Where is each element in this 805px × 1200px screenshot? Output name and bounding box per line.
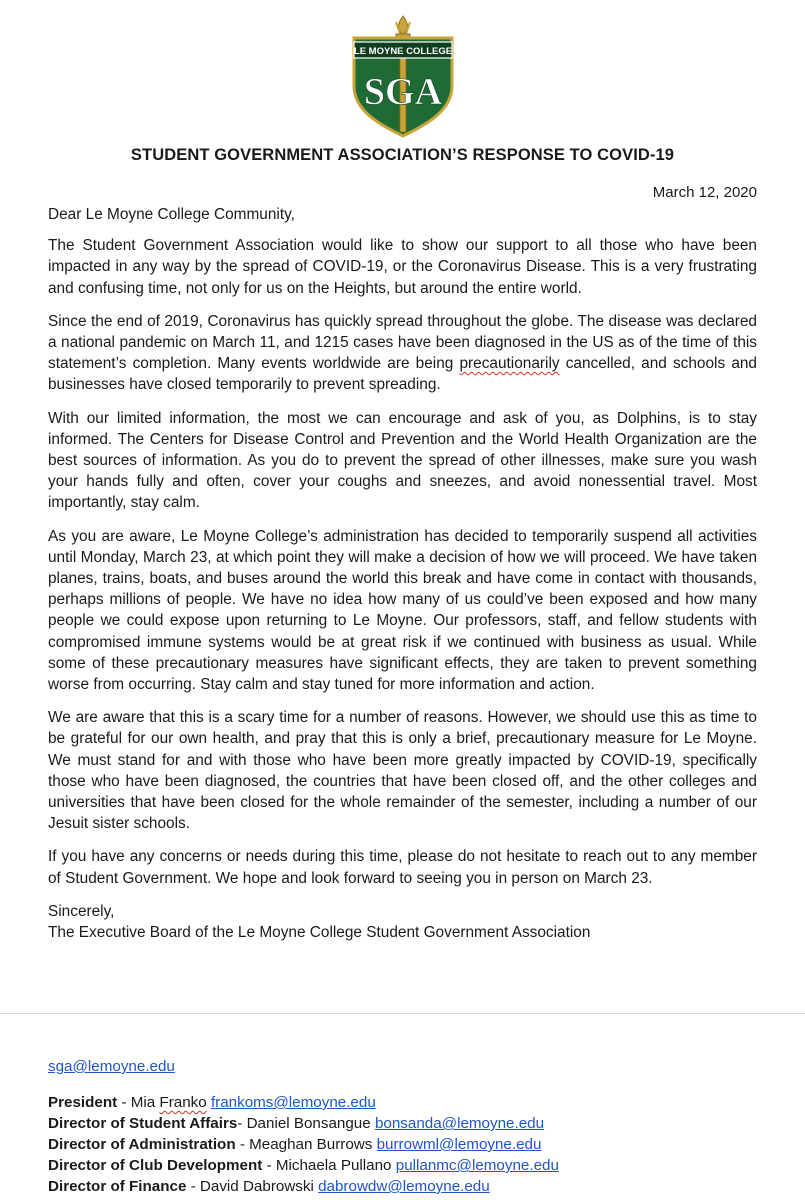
paragraph-stay-informed: With our limited information, the most we can encourage and ask of you, as Dolphins, is to stay informed. The Centers for Disease Control and Prevention and the World Health Organization are the best sources of information. As you do to prevent the spread of other illnesses, make sure you wash your hands fully and often, cover your coughs and sneezes, and avoid nonessential travel. Most importantly, stay calm. bbox=[48, 409, 757, 512]
officer-email-link[interactable]: dabrowdw@lemoyne.edu bbox=[318, 1178, 490, 1195]
paragraph-spread-text-b: cancelled, and schools and businesses have closed temporarily to prevent spreading. bbox=[48, 355, 757, 394]
officer-name: Meaghan Burrows bbox=[249, 1136, 373, 1153]
spellcheck-flagged-word: precautionarily bbox=[459, 355, 560, 373]
closing bbox=[48, 901, 757, 943]
paragraph-spread bbox=[48, 311, 757, 396]
sga-crest-logo bbox=[348, 14, 458, 138]
officer-row-administration bbox=[48, 1134, 559, 1155]
officer-email-link[interactable]: burrowml@lemoyne.edu bbox=[376, 1136, 542, 1153]
document-title: STUDENT GOVERNMENT ASSOCIATION’S RESPONSE TO COVID-19 bbox=[130, 146, 675, 164]
officer-title: Director of Student Affairs bbox=[48, 1115, 238, 1132]
officer-row-finance bbox=[48, 1176, 559, 1197]
officer-name: David Dabrowski bbox=[199, 1178, 314, 1195]
paragraph-contact: If you have any concerns or needs during this time, please do not hesitate to reach out to any member of Student Government. We hope and look forward to seeing you in person on March 23. bbox=[48, 848, 757, 887]
officer-title: Director of Administration bbox=[48, 1136, 236, 1153]
crest-monogram: SGA bbox=[363, 71, 443, 113]
officer-title: Director of Club Development bbox=[48, 1157, 263, 1174]
officer-row-club-development bbox=[48, 1155, 559, 1176]
officer-email-link[interactable]: frankoms@lemoyne.edu bbox=[210, 1094, 376, 1111]
salutation: Dear Le Moyne College Community, bbox=[48, 206, 295, 223]
officer-separator: - bbox=[117, 1094, 131, 1111]
officer-title: Director of Finance bbox=[48, 1178, 187, 1195]
sga-email-link[interactable]: sga@lemoyne.edu bbox=[48, 1058, 175, 1075]
paragraph-suspension: As you are aware, Le Moyne College’s administration has decided to temporarily suspend all activities until Monday, March 23, at which point they will make a decision of how we will proceed. We have taken planes, trains, boats, and buses around the world this break and have come in contact with thousands, perhaps millions of people. We have no idea how many of us could’ve been exposed and how many people we could expose upon returning to Le Moyne. Our professors, staff, and fellow students with compromised immune systems would be at great risk if we continued with business as usual. While some of these precautionary measures have significant effects, they are taken to prevent something worse from occurring. Stay calm and stay tuned for more information and action. bbox=[48, 527, 757, 694]
officer-first-name: Mia bbox=[130, 1094, 160, 1111]
officer-email-link[interactable]: bonsanda@lemoyne.edu bbox=[374, 1115, 545, 1132]
letter-date: March 12, 2020 bbox=[652, 184, 757, 201]
paragraph-support: The Student Government Association would like to show our support to all those who have been impacted in any way by the spread of COVID-19, or the Coronavirus Disease. This is a very frustrating and confusing time, not only for us on the Heights, but around the entire world. bbox=[48, 237, 757, 297]
contact-footer bbox=[48, 1058, 559, 1197]
signature: The Executive Board of the Le Moyne College Student Government Association bbox=[48, 924, 591, 942]
officer-row-president bbox=[48, 1092, 559, 1113]
footer-divider bbox=[0, 1013, 805, 1014]
signoff: Sincerely, bbox=[48, 902, 115, 920]
paragraph-grateful: We are aware that this is a scary time for a number of reasons. However, we should use this as time to be grateful for our own health, and pray that this is only a brief, precautionary measure for Le Moyne. We must stand for and with those who have been more greatly impacted by COVID-19, specifically those who have been diagnosed, the countries that have been closed off, and the other colleges and universities that have been closed for the whole remainder of the semester, including a number of our Jesuit sister schools. bbox=[48, 709, 757, 833]
officer-name: Daniel Bonsangue bbox=[246, 1115, 371, 1132]
crest-svg bbox=[348, 14, 458, 138]
officer-separator: - bbox=[186, 1178, 200, 1195]
officer-separator: - bbox=[262, 1157, 276, 1174]
crest-banner-text: LE MOYNE COLLEGE bbox=[353, 46, 453, 57]
officer-separator: - bbox=[235, 1136, 250, 1153]
officer-row-student-affairs bbox=[48, 1113, 559, 1134]
officer-name: Michaela Pullano bbox=[275, 1157, 392, 1174]
officer-title: President bbox=[48, 1094, 118, 1111]
officer-email-link[interactable]: pullanmc@lemoyne.edu bbox=[395, 1157, 559, 1174]
officer-last-name: Franko bbox=[159, 1094, 207, 1111]
officer-separator: - bbox=[237, 1115, 247, 1132]
letter-body bbox=[48, 204, 757, 955]
paragraph-spread-text-a: Since the end of 2019, Coronavirus has quickly spread throughout the globe. The disease was declared a national pandemic on March 11, and 1215 cases have been diagnosed in the US as of the time of this statement’s completion. Many events worldwide are being bbox=[48, 312, 757, 373]
